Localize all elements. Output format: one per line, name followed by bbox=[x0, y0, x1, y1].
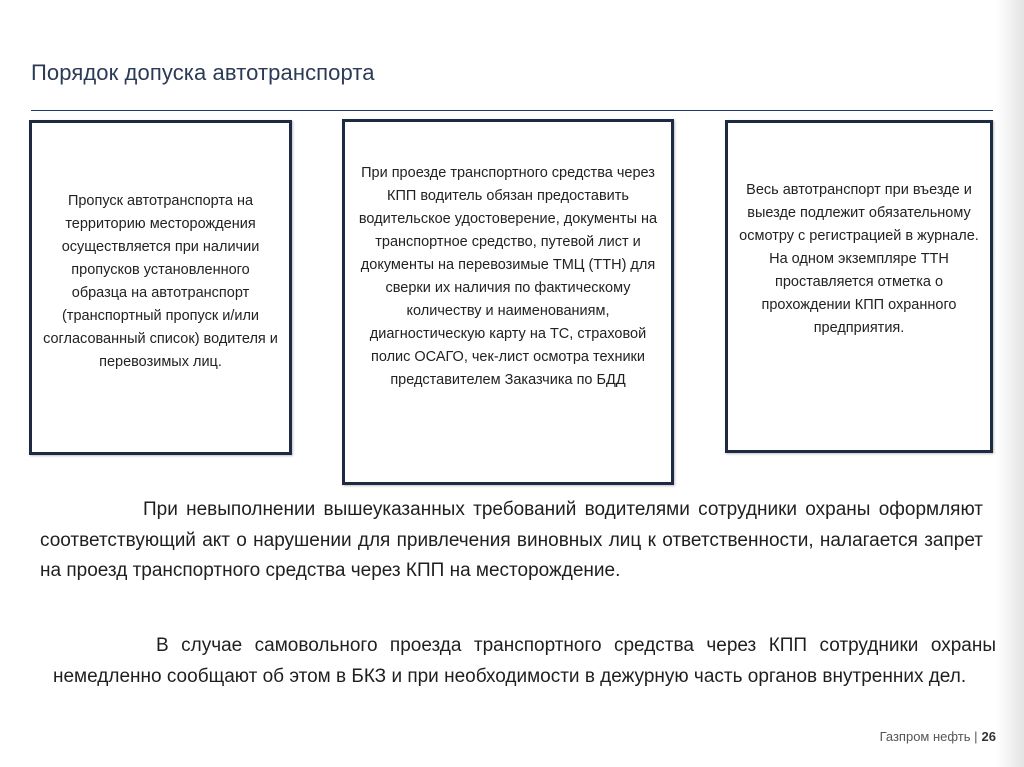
info-box-inspection bbox=[725, 120, 993, 453]
page-title: Порядок допуска автотранспорта bbox=[31, 60, 375, 85]
info-box-inspection-text: Весь автотранспорт при въезде и выезде подлежит обязательному осмотру с регистрацией в журнале. На одном экземпляре ТТН проставляется отметка о прохождении КПП охранного предприятия. bbox=[739, 182, 979, 336]
info-box-pass-text: Пропуск автотранспорта на территорию месторождения осуществляется при наличии пропусков установленного образца на автотранспорт (транспортный пропуск и/или согласованный список) водителя и перевозимых лиц. bbox=[43, 192, 278, 370]
unauthorized-entry-paragraph-text: В случае самовольного проезда транспортного средства через КПП сотрудники охраны немедленно сообщают об этом в БКЗ и при необходимости в дежурную часть органов внутренних дел. bbox=[53, 635, 996, 687]
unauthorized-entry-paragraph bbox=[53, 631, 996, 692]
violation-paragraph bbox=[40, 495, 983, 587]
page-number: 26 bbox=[981, 729, 996, 744]
info-box-documents-text: При проезде транспортного средства через КПП водитель обязан предоставить водительское удостоверение, документы на транспортное средство, путевой лист и документы на перевозимые ТМЦ (ТТН) для сверки их наличия по фактическому количеству и наименованиям, диагностическую карту на ТС, страховой полис ОСАГО, чек-лист осмотра техники представителем Заказчика по БДД bbox=[358, 165, 658, 388]
info-box-pass bbox=[29, 120, 292, 455]
edge-shadow bbox=[996, 0, 1024, 767]
footer bbox=[880, 729, 996, 744]
violation-paragraph-text: При невыполнении вышеуказанных требований водителями сотрудники охраны оформляют соответствующий акт о нарушении для привлечения виновных лиц к ответственности, налагается запрет на проезд транспортного средства через КПП на месторождение. bbox=[40, 499, 983, 581]
title-divider bbox=[31, 110, 993, 111]
info-box-documents bbox=[342, 119, 674, 485]
footer-company: Газпром нефть | bbox=[879, 729, 978, 744]
